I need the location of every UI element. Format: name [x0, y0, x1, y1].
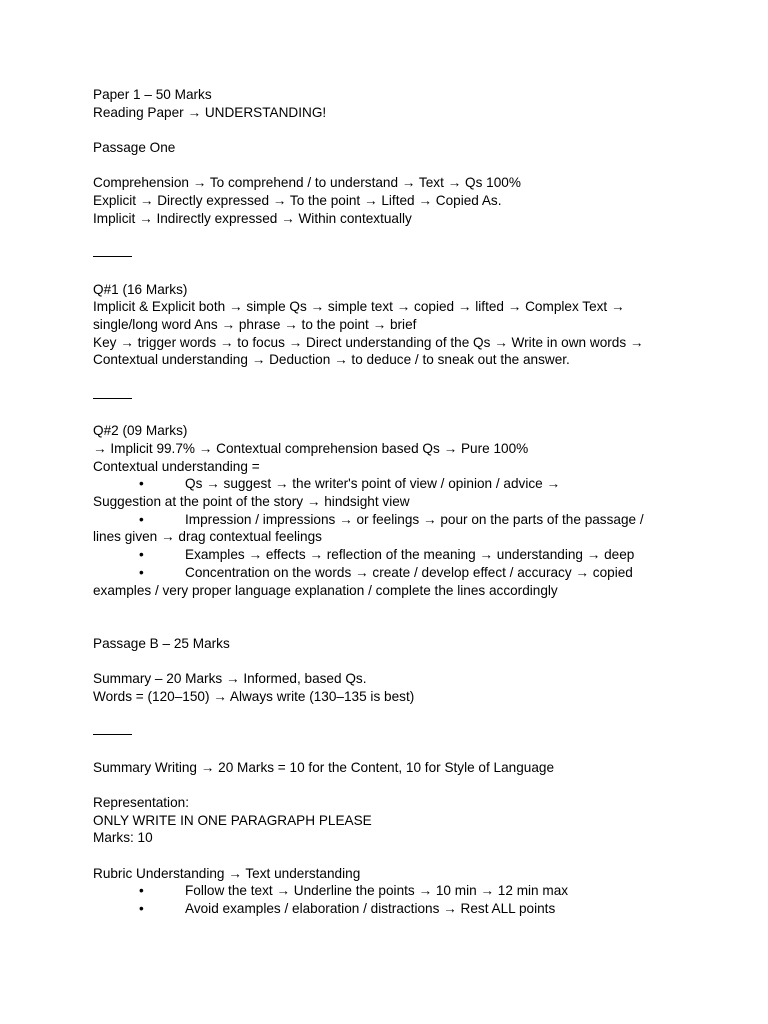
- representation-marks: Marks: 10: [93, 830, 153, 846]
- bullet-text: Impression / impressions → or feelings → pour on the parts of the passage /: [185, 511, 644, 527]
- explicit-line: Explicit → Directly expressed → To the point → Lifted → Copied As.: [93, 193, 502, 209]
- bullet-icon: •: [139, 511, 144, 527]
- bullet-item: [93, 511, 693, 529]
- bullet-item: [93, 564, 693, 582]
- q1-line: Contextual understanding → Deduction → to deduce / to sneak out the answer.: [93, 352, 570, 368]
- bullet-item: [93, 475, 693, 493]
- bullet-continuation: examples / very proper language explanation / complete the lines accordingly: [93, 582, 558, 598]
- words-line: Words = (120–150) → Always write (130–135 is best): [93, 688, 415, 704]
- q2-line: Contextual understanding =: [93, 458, 260, 474]
- bullet-text: Qs → suggest → the writer's point of view / opinion / advice →: [185, 476, 561, 492]
- bullet-icon: •: [139, 883, 144, 899]
- bullet-icon: •: [139, 901, 144, 917]
- bullet-item: [93, 546, 693, 564]
- bullet-icon: •: [139, 547, 144, 563]
- summary-line: Summary – 20 Marks → Informed, based Qs.: [93, 671, 367, 687]
- passage-one-heading: Passage One: [93, 140, 176, 156]
- summary-writing-line: Summary Writing → 20 Marks = 10 for the Content, 10 for Style of Language: [93, 759, 555, 775]
- q2-heading: Q#2 (09 Marks): [93, 423, 188, 439]
- q1-heading: Q#1 (16 Marks): [93, 281, 188, 297]
- bullet-continuation: lines given → drag contextual feelings: [93, 529, 322, 545]
- bullet-item: [93, 882, 693, 900]
- comprehension-line: Comprehension → To comprehend / to understand → Text → Qs 100%: [93, 175, 521, 191]
- bullet-text: Concentration on the words → create / develop effect / accuracy → copied: [185, 564, 633, 580]
- bullet-text: Follow the text → Underline the points → 10 min → 12 min max: [185, 883, 569, 899]
- implicit-line: Implicit → Indirectly expressed → Within contextually: [93, 210, 412, 226]
- bullet-continuation: Suggestion at the point of the story → hindsight view: [93, 494, 410, 510]
- bullet-icon: •: [139, 476, 144, 492]
- section-divider: [93, 387, 693, 405]
- section-divider: [93, 723, 693, 741]
- notes-body: [93, 86, 693, 918]
- bullet-text: Avoid examples / elaboration / distractions → Rest ALL points: [185, 901, 556, 917]
- bullet-icon: •: [139, 564, 144, 580]
- q1-line: Implicit & Explicit both → simple Qs → simple text → copied → lifted → Complex Text →: [93, 299, 625, 315]
- paper-title: Paper 1 – 50 Marks: [93, 87, 212, 102]
- representation-heading: Representation:: [93, 794, 189, 810]
- rubric-heading: Rubric Understanding → Text understanding: [93, 865, 361, 881]
- passage-b-heading: Passage B – 25 Marks: [93, 635, 230, 651]
- bullet-item: [93, 900, 693, 918]
- bullet-text: Examples → effects → reflection of the meaning → understanding → deep: [185, 547, 635, 563]
- section-divider: [93, 245, 693, 263]
- representation-instruction: ONLY WRITE IN ONE PARAGRAPH PLEASE: [93, 812, 372, 828]
- q1-line: single/long word Ans → phrase → to the point → brief: [93, 317, 417, 333]
- q1-line: Key → trigger words → to focus → Direct understanding of the Qs → Write in own words →: [93, 334, 644, 350]
- reading-paper-line: Reading Paper → UNDERSTANDING!: [93, 104, 327, 120]
- q2-line: → Implicit 99.7% → Contextual comprehension based Qs → Pure 100%: [93, 440, 529, 456]
